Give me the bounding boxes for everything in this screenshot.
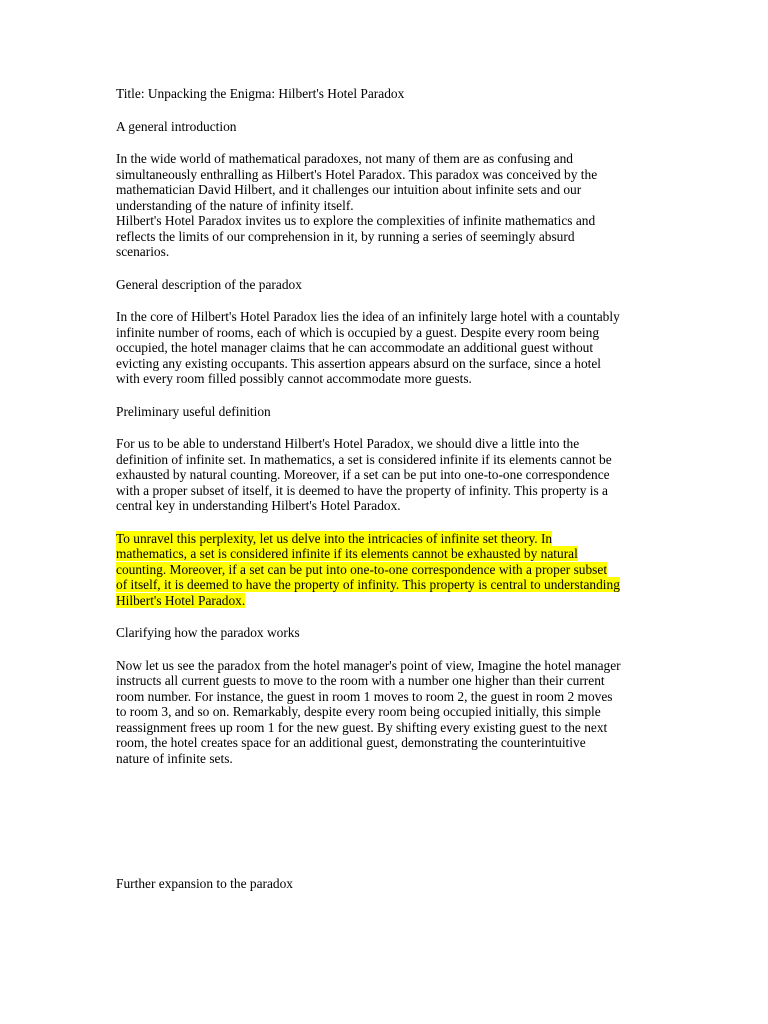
highlighted-line: To unravel this perplexity, let us delve into the intricacies of infinite set theory. In	[116, 530, 553, 546]
paragraph-line: central key in understanding Hilbert's Hotel Paradox.	[116, 498, 401, 513]
paragraph-line: to room 3, and so on. Remarkably, despite every room being occupied initially, this simple	[116, 704, 601, 719]
paragraph-line: evicting any existing occupants. This assertion appears absurd on the surface, since a hotel	[116, 355, 602, 371]
paragraph-line: occupied, the hotel manager claims that he can accommodate an additional guest without	[116, 340, 594, 355]
paragraph-line: In the core of Hilbert's Hotel Paradox lies the idea of an infinitely large hotel with a countably	[116, 309, 620, 324]
paragraph-line: Hilbert's Hotel Paradox invites us to explore the complexities of infinite mathematics and	[116, 213, 596, 228]
paragraph-description	[116, 309, 656, 387]
paragraph-definition	[116, 436, 656, 514]
paragraph-line: For us to be able to understand Hilbert's Hotel Paradox, we should dive a little into the	[116, 436, 580, 451]
paragraph-clarifying	[116, 658, 656, 767]
paragraph-line: understanding of the nature of infinity itself.	[116, 197, 354, 213]
paragraph-line: infinite number of rooms, each of which is occupied by a guest. Despite every room being	[116, 324, 600, 340]
highlighted-line: Hilbert's Hotel Paradox.	[116, 592, 246, 608]
highlighted-paragraph	[116, 531, 656, 609]
paragraph-line: scenarios.	[116, 244, 170, 259]
document-title: Title: Unpacking the Enigma: Hilbert's Hotel Paradox	[116, 86, 405, 101]
paragraph-line: definition of infinite set. In mathematics, a set is considered infinite if its elements cannot be	[116, 451, 612, 467]
paragraph-line: Now let us see the paradox from the hotel manager's point of view, Imagine the hotel manager	[116, 657, 621, 673]
document-body	[116, 86, 656, 892]
paragraph-line: nature of infinite sets.	[116, 750, 233, 766]
section-heading-expansion: Further expansion to the paradox	[116, 876, 294, 891]
highlighted-line: mathematics, a set is considered infinite if its elements cannot be exhausted by natural	[116, 546, 578, 561]
section-heading-description: General description of the paradox	[116, 276, 302, 292]
paragraph-line: exhausted by natural counting. Moreover, if a set can be put into one-to-one correspondence	[116, 467, 610, 482]
paragraph-line: simultaneously enthralling as Hilbert's Hotel Paradox. This paradox was conceived by the	[116, 166, 598, 182]
paragraph-line: room number. For instance, the guest in room 1 moves to room 2, the guest in room 2 moves	[116, 688, 613, 704]
paragraph-line: with every room filled possibly cannot accommodate more guests.	[116, 371, 472, 386]
highlighted-line: of itself, it is deemed to have the property of infinity. This property is central to understanding	[116, 577, 620, 592]
highlighted-line: counting. Moreover, if a set can be put into one-to-one correspondence with a proper subset	[116, 561, 608, 577]
paragraph-line: instructs all current guests to move to the room with a number one higher than their current	[116, 673, 605, 688]
paragraph-line: with a proper subset of itself, it is deemed to have the property of infinity. This property is a	[116, 482, 608, 498]
paragraph-line: reflects the limits of our comprehension in it, by running a series of seemingly absurd	[116, 228, 575, 244]
paragraph-line: In the wide world of mathematical paradoxes, not many of them are as confusing and	[116, 151, 573, 166]
section-heading-introduction: A general introduction	[116, 118, 237, 134]
paragraph-line: mathematician David Hilbert, and it challenges our intuition about infinite sets and our	[116, 182, 582, 197]
paragraph-line: room, the hotel creates space for an additional guest, demonstrating the counterintuitive	[116, 735, 586, 750]
paragraph-line: reassignment frees up room 1 for the new guest. By shifting every existing guest to the next	[116, 719, 608, 735]
paragraph-introduction	[116, 151, 656, 260]
section-heading-definition: Preliminary useful definition	[116, 403, 271, 419]
section-heading-clarifying: Clarifying how the paradox works	[116, 625, 300, 640]
